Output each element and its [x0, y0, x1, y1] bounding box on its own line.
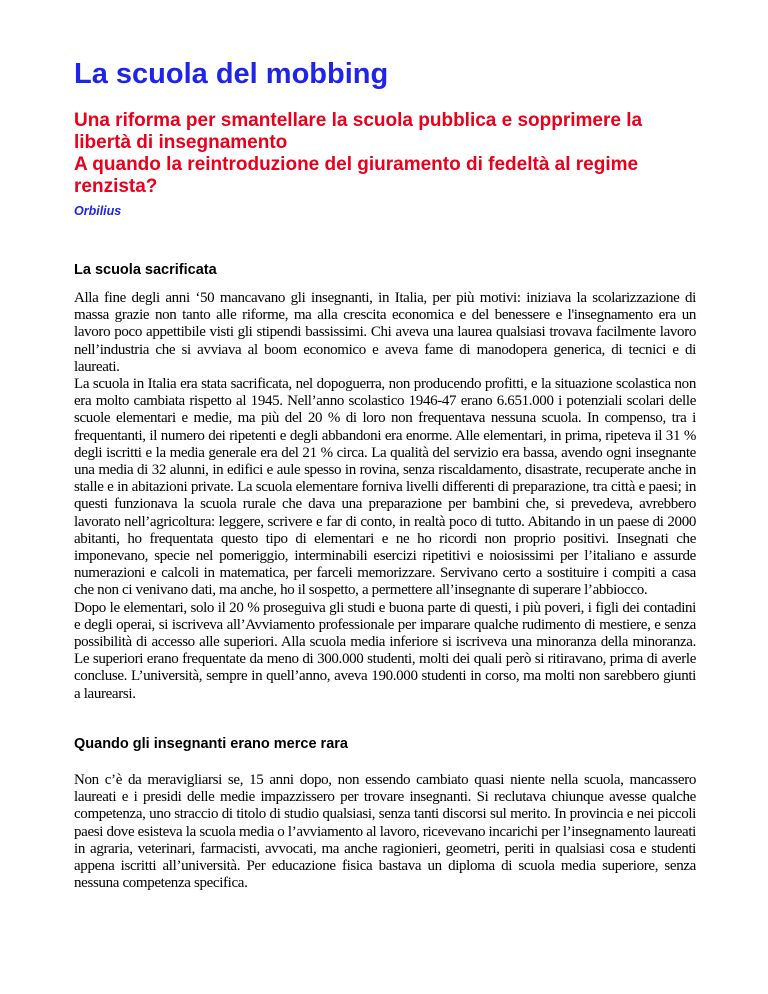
section-2-body: [74, 772, 696, 892]
subtitle-line-1: Una riforma per smantellare la scuola pubblica e sopprimere la libertà di insegnamento: [74, 110, 643, 153]
section-1-body: [74, 290, 696, 703]
subtitle-line-2: A quando la reintroduzione del giuramento di fedeltà al regime renzista?: [74, 154, 639, 197]
paragraph: La scuola in Italia era stata sacrificata, nel dopoguerra, non producendo profitti, e la situazione scolastica non era molto cambiata rispetto al 1945. Nell’anno scolastico 1946-47 erano 6.651.000 i potenziali scolari delle scuole elementari e medie, ma più del 20 % di loro non frequentava nessuna scuola. In compenso, tra i frequentanti, il numero dei ripetenti e degli abbandoni era enorme. Alle elementari, in prima, ripeteva il 31 % degli iscritti e la media generale era del 21 % circa. La qualità del servizio era bassa, avendo ogni insegnante una media di 32 alunni, in edifici e aule spesso in rovina, senza riscaldamento, disastrate, recuperate anche in stalle e in abitazioni private. La scuola elementare forniva livelli differenti di preparazione, tra città e paesi; in questi funzionava la scuola rurale che dava una preparazione per bambini che, si prevedeva, avrebbero lavorato nell’agricoltura: leggere, scrivere e far di conto, in realtà poco di tutto. Abitando in un paese di 2000 abitanti, ho frequentata questo tipo di elementari e ne ho ricordi non proprio positivi. Insegnati che imponevano, specie nel pomeriggio, interminabili esercizi ripetitivi e noiosissimi per l’italiano e assurde numerazioni e calcoli in matematica, per farceli memorizzare. Servivano certo a sostituire i compiti a casa che non ci venivano dati, ma anche, ho il sospetto, a permettere all’insegnante di superare l’abbiocco.: [74, 376, 696, 599]
section-heading-2: Quando gli insegnanti erano merce rara: [74, 736, 348, 752]
paragraph: Dopo le elementari, solo il 20 % proseguiva gli studi e buona parte di questi, i più poveri, i figli dei contadini e degli operai, si iscriveva all’Avviamento professionale per imparare qualche rudimento di mestiere, e senza possibilità di accesso alle superiori. Alla scuola media inferiore si iscriveva una minoranza della minoranza. Le superiori erano frequentate da meno di 300.000 studenti, molti dei quali però si ritiravano, prima di averle concluse. L’università, sempre in quell’anno, aveva 190.000 studenti in corso, ma molti non sarebbero giunti a laurearsi.: [74, 599, 696, 702]
section-heading-1: La scuola sacrificata: [74, 262, 217, 278]
paragraph: Alla fine degli anni ‘50 mancavano gli insegnanti, in Italia, per più motivi: iniziava la scolarizzazione di massa grazie non tanto alle riforme, ma alla crescita economica e del benessere e l'insegnamento era un lavoro poco appettibile visti gli stipendi bassissimi. Chi aveva una laurea qualsiasi trovava facilmente lavoro nell’industria che si avviava al boom economico e aveva fame di manodopera generica, di tecnici e di laureati.: [74, 290, 696, 375]
paragraph: Non c’è da meravigliarsi se, 15 anni dopo, non essendo cambiato quasi niente nella scuola, mancassero laureati e i presidi delle medie impazzissero per trovare insegnanti. Si reclutava chiunque avesse qualche competenza, uno straccio di titolo di studio qualsiasi, senza tanti discorsi sul merito. In provincia e nei piccoli paesi dove esisteva la scuola media o l’avviamento al lavoro, ricevevano incarichi per l’insegnamento laureati in agraria, veterinari, farmacisti, avvocati, ma anche ragionieri, geometri, periti in qualsiasi cosa e studenti appena iscritti all’università. Per educazione fisica bastava un diploma di scuola media superiore, senza nessuna competenza specifica.: [74, 772, 696, 892]
author-name: Orbilius: [74, 204, 122, 218]
page-title: La scuola del mobbing: [74, 58, 389, 90]
page-subtitle: [74, 110, 699, 198]
